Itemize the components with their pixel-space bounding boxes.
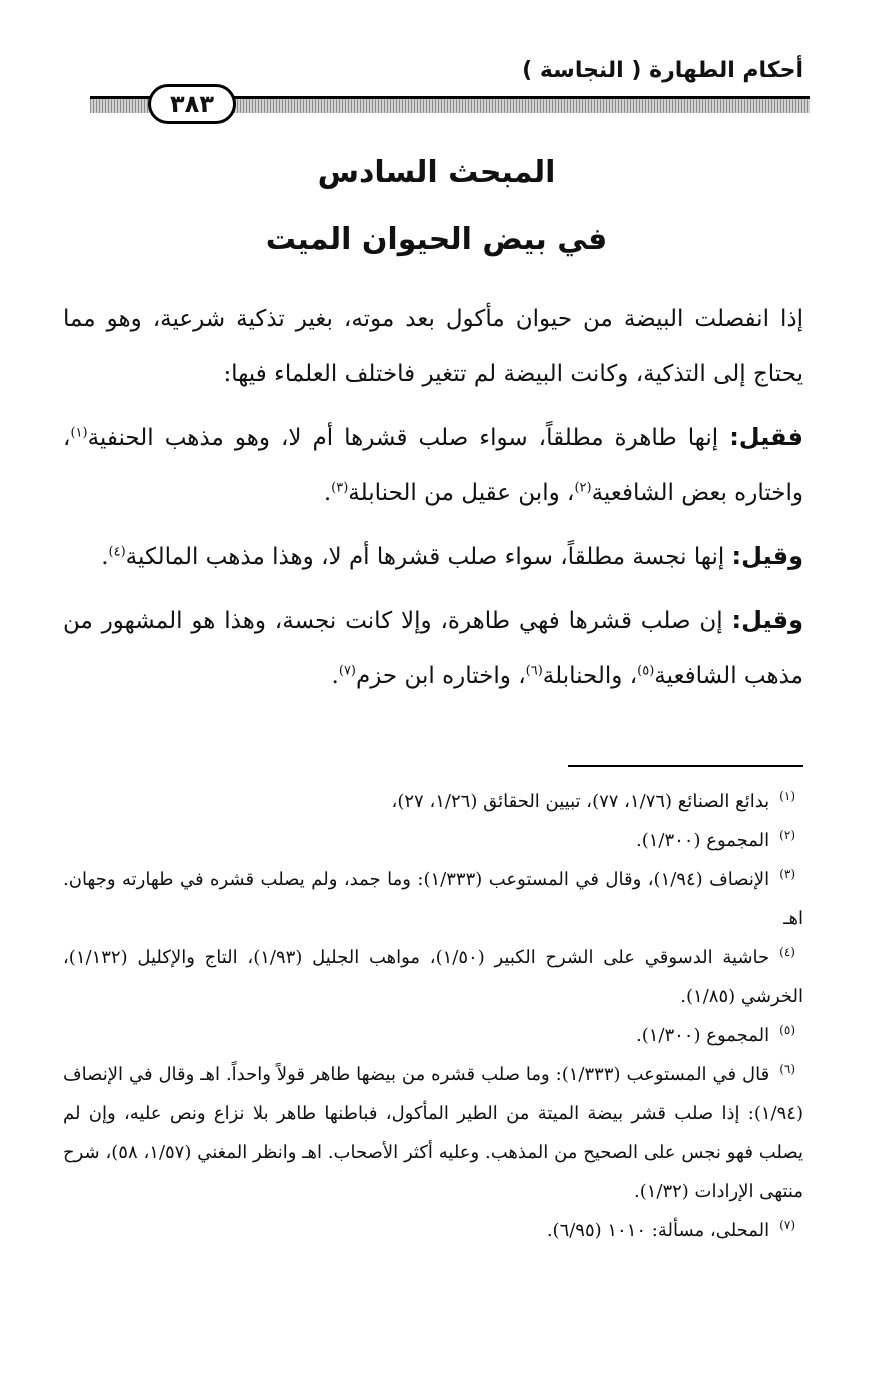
paragraph-opinion-3 <box>63 593 803 704</box>
paragraph-end: . <box>331 663 339 689</box>
footnote-text: بدائع الصنائع (١/٧٦، ٧٧)، تبيين الحقائق (١/٢٦، ٢٧)، <box>391 791 770 812</box>
footnote-number: (٧) <box>779 1218 795 1232</box>
footnote-ref[interactable]: (٦) <box>525 663 543 679</box>
paragraph-text: ، واختاره بعض الشافعية <box>63 425 803 506</box>
opinion-label: وقيل: <box>731 606 803 634</box>
footnote-number: (٣) <box>779 867 796 881</box>
footnote-ref[interactable]: (٢) <box>574 480 592 496</box>
paragraph-text: ، وابن عقيل من الحنابلة <box>348 480 575 506</box>
paragraph-opinion-1 <box>63 410 803 521</box>
footnote-number: (٤) <box>779 945 795 959</box>
footnote-number: (٥) <box>779 1023 795 1037</box>
footnote-text: المحلى، مسألة: ١٠١٠ (٦/٩٥). <box>546 1220 770 1241</box>
footnote-item <box>63 1055 803 1211</box>
footnote-text: المجموع (١/٣٠٠). <box>635 830 770 851</box>
paragraph-text: إن صلب قشرها فهي طاهرة، وإلا كانت نجسة، وهذا هو المشهور من مذهب الشافعية <box>63 608 803 689</box>
paragraph-text: ، واختاره ابن حزم <box>356 663 526 689</box>
opinion-label: فقيل: <box>729 423 803 451</box>
footnote-text: قال في المستوعب (١/٣٣٣): وما صلب قشره من بيضها طاهر قولاً واحداً. اهـ وقال في الإنصاف (١/٩٤): إذا صلب قشر بيضة الميتة من الطير المأكول، فباطنها طاهر بلا نزاع ونص عليه، وإن لم يصلب فهو نجس على الصحيح من المذهب. وعليه أكثر الأصحاب. اهـ وانظر المغني (١/٥٧، ٥٨)، شرح منتهى الإرادات (١/٣٢). <box>63 1064 804 1202</box>
running-title: أحكام الطهارة ( النجاسة ) <box>522 58 803 83</box>
page-number: ٣٨٣ <box>148 84 236 124</box>
paragraph-text: ، والحنابلة <box>542 663 638 689</box>
paragraph-intro <box>63 292 803 402</box>
footnote-ref[interactable]: (٧) <box>338 663 356 679</box>
footnote-text: الإنصاف (١/٩٤)، وقال في المستوعب (١/٣٣٣): وما جمد، ولم يصلب قشره في طهارته وجهان. اهـ <box>63 869 803 929</box>
opinion-label: وقيل: <box>731 542 803 570</box>
footnote-ref[interactable]: (١) <box>70 425 88 441</box>
footnote-item <box>63 782 803 821</box>
footnote-item <box>63 821 803 860</box>
section-subheading: في بيض الحيوان الميت <box>265 222 608 257</box>
paragraph-end: . <box>101 544 109 570</box>
footnote-number: (٢) <box>779 828 795 842</box>
section-heading: المبحث السادس <box>317 155 556 190</box>
footnote-ref[interactable]: (٣) <box>331 480 349 496</box>
footnotes <box>63 782 803 1250</box>
paragraph-text: إنها نجسة مطلقاً، سواء صلب قشرها أم لا، وهذا مذهب المالكية <box>125 544 732 570</box>
footnote-text: حاشية الدسوقي على الشرح الكبير (١/٥٠)، مواهب الجليل (١/٩٣)، التاج والإكليل (١/١٣٢)، الخرشي (١/٨٥). <box>63 947 803 1007</box>
footnote-item <box>63 1211 803 1250</box>
footnote-ref[interactable]: (٥) <box>637 663 655 679</box>
footnote-item <box>63 860 803 938</box>
footnote-item <box>63 938 803 1016</box>
footnote-text: المجموع (١/٣٠٠). <box>635 1025 770 1046</box>
footnote-number: (١) <box>779 789 795 803</box>
paragraph-text: إنها طاهرة مطلقاً، سواء صلب قشرها أم لا، وهو مذهب الحنفية <box>87 425 730 451</box>
paragraph-text: إذا انفصلت البيضة من حيوان مأكول بعد موته، بغير تذكية شرعية، وهو مما يحتاج إلى التذكية، وكانت البيضة لم تتغير فاختلف العلماء فيها: <box>63 306 803 387</box>
footnote-number: (٦) <box>779 1062 796 1076</box>
paragraph-opinion-2 <box>63 529 803 585</box>
body-text <box>63 292 803 712</box>
footnote-separator <box>568 765 803 767</box>
footnote-ref[interactable]: (٤) <box>108 544 126 560</box>
footnote-item <box>63 1016 803 1055</box>
paragraph-end: . <box>323 480 332 506</box>
